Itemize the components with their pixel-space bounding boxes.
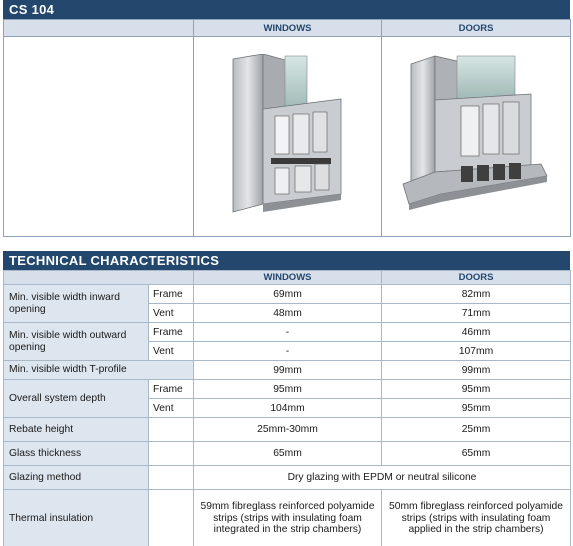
windows-image-cell	[194, 37, 382, 237]
tech-table	[3, 270, 571, 546]
row-label-depth: Overall system depth	[4, 380, 149, 418]
row-label-tprofile: Min. visible width T-profile	[4, 361, 194, 380]
cell-value: 46mm	[382, 323, 571, 342]
sub-label-frame: Frame	[149, 285, 194, 304]
cell-value: 95mm	[194, 380, 382, 399]
cell-value: 95mm	[382, 380, 571, 399]
sub-blank	[149, 418, 194, 442]
windows-header: WINDOWS	[194, 20, 382, 37]
sub-label-frame: Frame	[149, 323, 194, 342]
cell-value: 107mm	[382, 342, 571, 361]
sub-label-vent: Vent	[149, 304, 194, 323]
cell-value: 71mm	[382, 304, 571, 323]
row-label-thermal: Thermal insulation	[4, 490, 149, 546]
tech-characteristics-title: TECHNICAL CHARACTERISTICS	[3, 251, 570, 270]
row-label-glass: Glass thickness	[4, 442, 149, 466]
sub-blank	[149, 442, 194, 466]
row-label-rebate: Rebate height	[4, 418, 149, 442]
cell-value: 59mm fibreglass reinforced polyamide strips (strips with insulating foam integrated in the strip chambers)	[194, 490, 382, 546]
doors-header: DOORS	[382, 20, 571, 37]
tech-header-blank	[4, 271, 194, 285]
row-label-glazing: Glazing method	[4, 466, 149, 490]
doors-image-cell	[382, 37, 571, 237]
row-label-inward: Min. visible width inward opening	[4, 285, 149, 323]
cell-value: 65mm	[194, 442, 382, 466]
product-title: CS 104	[3, 0, 570, 19]
cell-value: 65mm	[382, 442, 571, 466]
cell-value: 104mm	[194, 399, 382, 418]
cell-value: -	[194, 342, 382, 361]
sub-label-vent: Vent	[149, 342, 194, 361]
sub-label-frame: Frame	[149, 380, 194, 399]
sub-blank	[149, 490, 194, 546]
cell-value: 99mm	[382, 361, 571, 380]
cell-value: -	[194, 323, 382, 342]
cell-value: 69mm	[194, 285, 382, 304]
cell-value: 95mm	[382, 399, 571, 418]
product-images-table	[3, 19, 571, 237]
window-profile-image	[223, 54, 353, 214]
cell-value: 50mm fibreglass reinforced polyamide strips (strips with insulating foam applied in the strip chambers)	[382, 490, 571, 546]
cell-value: 25mm	[382, 418, 571, 442]
tech-doors-header: DOORS	[382, 271, 571, 285]
door-profile-image	[401, 54, 551, 214]
sub-blank	[149, 466, 194, 490]
blank-cell	[4, 37, 194, 237]
cell-value: 48mm	[194, 304, 382, 323]
tech-windows-header: WINDOWS	[194, 271, 382, 285]
cell-value: Dry glazing with EPDM or neutral silicone	[194, 466, 571, 490]
cell-value: 82mm	[382, 285, 571, 304]
row-label-outward: Min. visible width outward opening	[4, 323, 149, 361]
header-blank	[4, 20, 194, 37]
cell-value: 99mm	[194, 361, 382, 380]
sub-label-vent: Vent	[149, 399, 194, 418]
cell-value: 25mm-30mm	[194, 418, 382, 442]
